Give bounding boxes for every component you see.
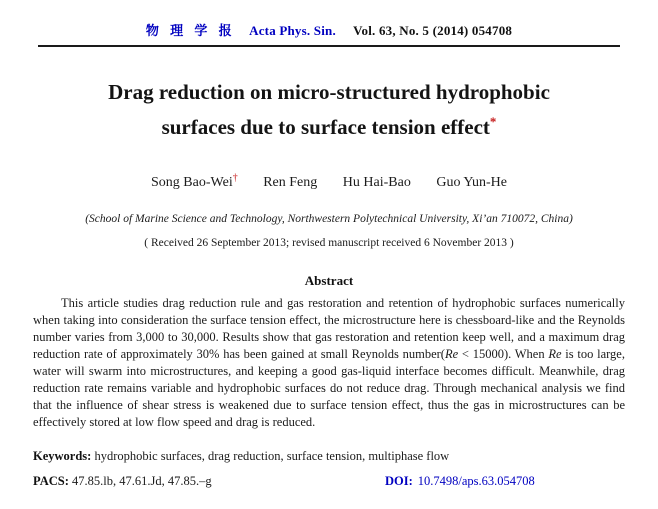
pacs-label: PACS: <box>33 473 69 488</box>
paper-title-line1: Drag reduction on micro-structured hydrophobic <box>108 80 550 104</box>
paper-title-line2: surfaces due to surface tension effect* <box>161 114 497 139</box>
journal-name-english: Acta Phys. Sin. <box>249 23 336 38</box>
journal-name-chinese: 物 理 学 报 <box>145 23 236 38</box>
doi-link[interactable]: 10.7498/aps.63.054708 <box>417 473 535 488</box>
affiliation: (School of Marine Science and Technology, Northwestern Polytechnical University, Xi’an 710072, China) <box>85 212 573 225</box>
keywords-label: Keywords: <box>33 448 92 463</box>
keywords-line <box>33 449 625 464</box>
doi-label: DOI: <box>385 473 413 488</box>
pacs-line <box>33 474 625 489</box>
abstract-heading: Abstract <box>304 272 354 288</box>
paper-title <box>0 77 658 142</box>
author-name: Hu Hai-Bao <box>342 174 411 190</box>
journal-header <box>0 0 658 39</box>
title-footnote-asterisk: * <box>489 114 497 129</box>
header-divider <box>38 45 620 47</box>
author-name: Guo Yun-He <box>436 174 507 190</box>
author-name: Ren Feng <box>263 174 318 190</box>
received-dates: ( Received 26 September 2013; revised manuscript received 6 November 2013 ) <box>144 236 514 249</box>
author-list <box>0 172 658 191</box>
author-dagger-mark: † <box>232 172 238 183</box>
volume-issue-info: Vol. 63, No. 5 (2014) 054708 <box>353 23 513 38</box>
abstract-text: This article studies drag reduction rule and gas restoration and retention of hydrophobic surfaces numerically when taking into consideration the surface tension effect, the microstructure here is chessboard-like and the Reynolds number varies from 3,000 to 30,000. Results show that gas restoration and retention keep well, and a maximum drag reduction rate of approximately 30% has been gained at small Reynolds number(Re < 15000). When Re is too large, water will swarm into microstructures, and keeping a good gas-liquid interface becomes difficult. Meanwhile, drag reduction rate remains variable and hydrophobic surfaces do not reduce drag. Through mechanical analysis we find that the influence of shear stress is weakened due to surface tension effect, thus the gas in microstructures can be effectively stored at low flow speed and drag is reduced. <box>33 295 625 429</box>
author-name: Song Bao-Wei† <box>151 172 238 190</box>
keywords-value: hydrophobic surfaces, drag reduction, surface tension, multiphase flow <box>94 448 450 463</box>
doi-group <box>385 474 535 489</box>
pacs-value: 47.85.lb, 47.61.Jd, 47.85.–g <box>72 473 212 488</box>
